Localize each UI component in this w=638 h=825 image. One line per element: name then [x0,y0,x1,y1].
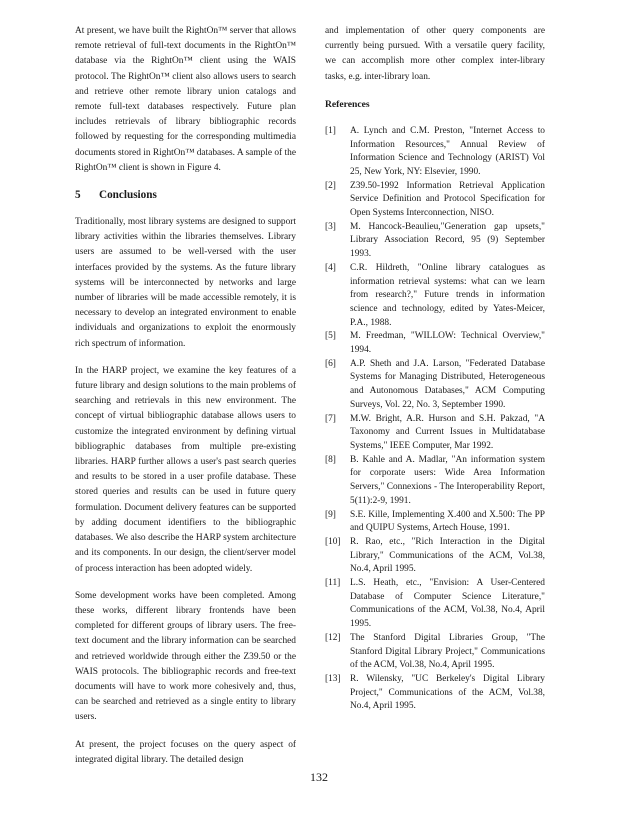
paragraph-harp-project: In the HARP project, we examine the key features of a future library and design solutions to the main problems of searching and retrievals in this new environment. The concept of virtual bibliographic database allows users to customize the integrated environment by defining virtual bibliographic databases from multiple pre-existing libraries. HARP further allows a user's past search queries and results to be stored in a user profile database. These stored queries and results can be used in future query formulation. Document delivery features can be supported by adding document identifiers to the bibliographic databases. We also describe the HARP system architecture and its components. In our design, the client/server model of process interaction has been adopted widely. [75,365,296,574]
reference-number: [5] [325,331,336,342]
reference-item [325,509,545,536]
right-column [325,24,545,714]
paragraph-rightone-server: At present, we have built the RightOn™ server that allows remote retrieval of full-text documents in the RightOn™ database via the RightOn™ client using the WAIS protocol. The RightOn™ client also allows users to search and retrieve other remote library union catalogs and remote full-text databases respectively. Future plan includes retrievals of library bibliographic records followed by requesting for the corresponding multimedia documents stored in RightOn™ databases. A sample of the RightOn™ client is shown in Figure 4. [75,26,296,173]
reference-text: B. Kahle and A. Madlar, "An information system for corporate users: Wide Area Information Servers," Connexions - The Interoperability Report, 5(11):2-9, 1991. [350,454,545,506]
paragraph-development-works: Some development works have been completed. Among these works, different library frontends have been completed for different groups of library users. The free-text document and the library information can be searched and retrieved worldwide through either the Z39.50 or the WAIS protocols. The bibliographic records and free-text documents will have to work more cohesively and, thus, can be searched and retrieved as a single entity to library users. [75,590,296,723]
reference-item [325,536,545,577]
reference-item [325,330,545,357]
reference-item [325,454,545,509]
reference-text: C.R. Hildreth, "Online library catalogues as information retrieval systems: what can we learn from research?," Future trends in information science and technology, edited by Yates-Meicer, P.A., 1988. [350,262,545,328]
reference-item [325,262,545,331]
reference-item [325,358,545,413]
reference-number: [4] [325,262,336,273]
reference-number: [13] [325,673,341,684]
section-heading [75,188,296,203]
left-column [75,24,296,780]
reference-text: M.W. Bright, A.R. Hurson and S.H. Pakzad, "A Taxonomy and Current Issues in Multidatabase Systems," IEEE Computer, Mar 1992. [350,413,545,451]
reference-text: R. Rao, etc., "Rich Interaction in the Digital Library," Communications of the ACM, Vol.38, No.4, April 1995. [350,536,545,575]
section-title: Conclusions [99,189,157,202]
reference-text: A. Lynch and C.M. Preston, "Internet Access to Information Resources," Annual Review of Information Science and Technology (ARIST) Vol 25, New York, NY: Elsevier, 1990. [350,125,545,177]
reference-item [325,221,545,262]
reference-number: [6] [325,358,336,369]
reference-number: [7] [325,413,336,424]
references-list [325,125,545,714]
paragraph-implementation: and implementation of other query components are currently being pursued. With a versatile query facility, we can accomplish more other complex inter-library tasks, e.g. inter-library loan. [325,26,545,82]
reference-number: [1] [325,125,336,136]
reference-text: Z39.50-1992 Information Retrieval Application Service Definition and Protocol Specification for Open Systems Interconnection, NISO. [350,180,545,219]
reference-text: M. Freedman, "WILLOW: Technical Overview," 1994. [350,331,545,356]
reference-number: [9] [325,509,336,520]
reference-text: S.E. Kille, Implementing X.400 and X.500: The PP and QUIPU Systems, Artech House, 1991. [350,509,545,534]
reference-item [325,125,545,180]
reference-text: L.S. Heath, etc., "Envision: A User-Centered Database of Computer Science Literature," Communications of the ACM, Vol.38, No.4, April 1995. [350,578,545,630]
reference-item [325,180,545,221]
paragraph-traditional-systems: Traditionally, most library systems are designed to support library activities within the libraries themselves. Library users are assumed to be well-versed with the user interfaces provided by the systems. As the future library systems will be interconnected by networks and large number of libraries will be made accessible remotely, it is necessary to develop an integrated environment to enable individuals and organizations to exploit the enormously rich spectrum of information. [75,217,296,349]
reference-item [325,673,545,714]
reference-number: [3] [325,221,336,232]
reference-number: [2] [325,180,336,191]
section-number: 5 [75,189,81,202]
reference-text: The Stanford Digital Libraries Group, "The Stanford Digital Library Project," Communications of the ACM, Vol.38, No.4, April 1995. [350,632,545,671]
reference-number: [8] [325,454,336,465]
reference-number: [10] [325,536,341,547]
page-number: 132 [310,770,328,784]
reference-number: [12] [325,632,341,643]
paragraph-query-aspect: At present, the project focuses on the query aspect of integrated digital library. The detailed design [75,739,296,765]
references-heading: References [325,98,370,110]
reference-number: [11] [325,578,341,589]
reference-text: M. Hancock-Beaulieu,"Generation gap upsets," Library Association Record, 95 (9) September 1993. [350,221,545,260]
reference-item [325,632,545,673]
reference-text: A.P. Sheth and J.A. Larson, "Federated Database Systems for Managing Distributed, Heterogeneous and Autonomous Databases," ACM Computing Surveys, Vol. 22, No. 3, September 1990. [350,358,545,410]
reference-text: R. Wilensky, "UC Berkeley's Digital Library Project," Communications of the ACM, Vol.38, No.4, April 1995. [350,673,545,712]
reference-item [325,577,545,632]
reference-item [325,413,545,454]
